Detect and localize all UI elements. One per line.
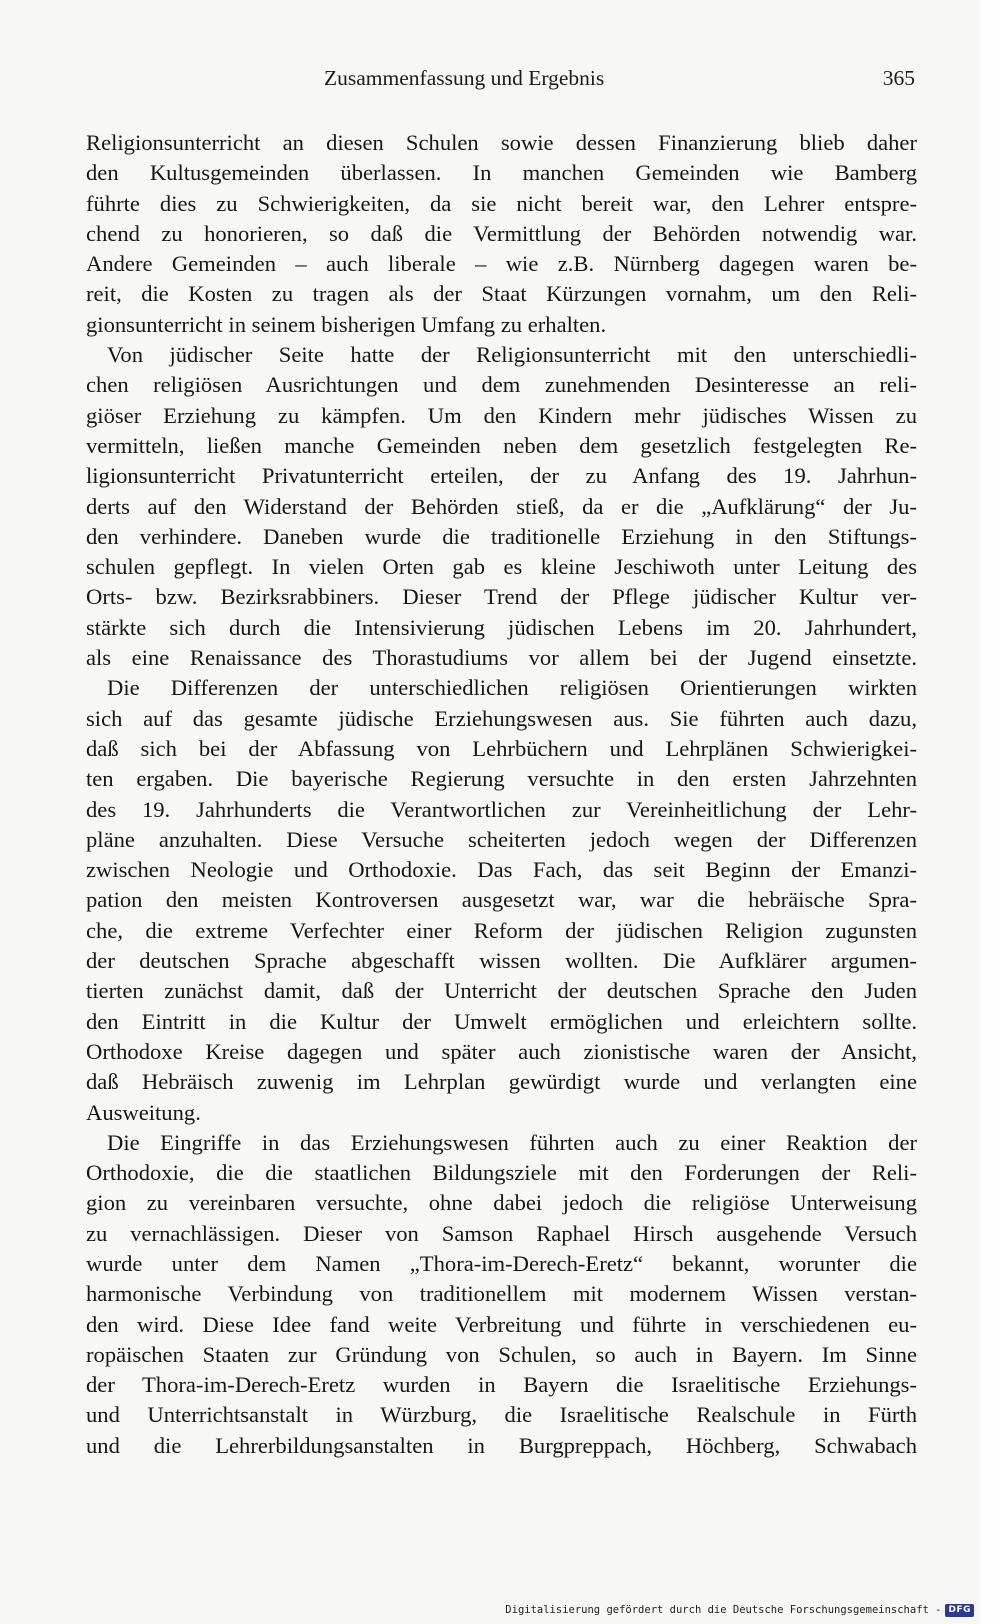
text-line: zu vernachlässigen. Dieser von Samson Raphael Hirsch ausgehende Versuch (86, 1220, 917, 1246)
text-line: den Eintritt in die Kultur der Umwelt ermöglichen und erleichtern sollte. (86, 1008, 917, 1034)
body-text (86, 128, 917, 1461)
text-line: Orthodoxe Kreise dagegen und später auch zionistische waren der Ansicht, (86, 1038, 917, 1064)
text-line: Andere Gemeinden – auch liberale – wie z.B. Nürnberg dagegen waren be- (86, 251, 917, 277)
text-line: Ausweitung. (86, 1099, 201, 1125)
digitization-footer (505, 1602, 974, 1618)
text-line: daß sich bei der Abfassung von Lehrbüchern und Lehrplänen Schwierigkei- (86, 735, 917, 761)
text-line: harmonische Verbindung von traditionellem mit modernem Wissen verstan- (86, 1281, 917, 1307)
dfg-logo: DFG (945, 1604, 974, 1617)
text-line: reit, die Kosten zu tragen als der Staat Kürzungen vornahm, um den Reli- (86, 281, 917, 307)
text-line: und Unterrichtsanstalt in Würzburg, die Israelitische Realschule in Fürth (86, 1402, 917, 1428)
text-line: daß Hebräisch zuwenig im Lehrplan gewürdigt wurde und verlangten eine (86, 1069, 917, 1095)
text-line: tierten zunächst damit, daß der Unterricht der deutschen Sprache den Juden (86, 978, 917, 1004)
text-line: den verhindere. Daneben wurde die traditionelle Erziehung in den Stiftungs- (86, 523, 917, 549)
text-line: ropäischen Staaten zur Gründung von Schulen, so auch in Bayern. Im Sinne (86, 1341, 917, 1367)
text-line: ten ergaben. Die bayerische Regierung versuchte in den ersten Jahrzehnten (86, 766, 917, 792)
text-line: pation den meisten Kontroversen ausgesetzt war, war die hebräische Spra- (86, 887, 917, 913)
text-line: che, die extreme Verfechter einer Reform der jüdischen Religion zugunsten (86, 917, 917, 943)
text-line: gion zu vereinbaren versuchte, ohne dabei jedoch die religiöse Unterweisung (86, 1190, 917, 1216)
text-line: Religionsunterricht an diesen Schulen sowie dessen Finanzierung blieb daher (86, 130, 917, 155)
text-line: schulen gepflegt. In vielen Orten gab es kleine Jeschiwoth unter Leitung des (86, 554, 917, 580)
text-line: zwischen Neologie und Orthodoxie. Das Fach, das seit Beginn der Emanzi- (86, 857, 917, 883)
text-line: derts auf den Widerstand der Behörden stieß, da er die „Aufklärung“ der Ju- (86, 493, 917, 519)
text-line: giöser Erziehung zu kämpfen. Um den Kindern mehr jüdisches Wissen zu (86, 402, 917, 428)
text-line: und die Lehrerbildungsanstalten in Burgpreppach, Höchberg, Schwabach (86, 1432, 917, 1458)
text-line: Orthodoxie, die die staatlichen Bildungsziele mit den Forderungen der Reli- (86, 1160, 917, 1186)
text-line: vermitteln, ließen manche Gemeinden neben dem gesetzlich festgelegten Re- (86, 432, 917, 458)
text-line: des 19. Jahrhunderts die Verantwortlichen zur Vereinheitlichung der Lehr- (86, 796, 917, 822)
page-edge (980, 0, 1000, 1624)
running-title: Zusammenfassung und Ergebnis (324, 66, 605, 90)
text-line: den wird. Diese Idee fand weite Verbreitung und führte in verschiedenen eu- (86, 1311, 917, 1337)
text-line: gionsunterricht in seinem bisherigen Umfang zu erhalten. (86, 311, 607, 337)
funding-notice: Digitalisierung gefördert durch die Deutsche Forschungsgemeinschaft - (505, 1604, 942, 1616)
text-line: Die Eingriffe in das Erziehungswesen führten auch zu einer Reaktion der (107, 1129, 917, 1155)
text-line: stärkte sich durch die Intensivierung jüdischen Lebens im 20. Jahrhundert, (86, 614, 917, 640)
text-line: sich auf das gesamte jüdische Erziehungswesen aus. Sie führten auch dazu, (86, 705, 917, 731)
text-line: führte dies zu Schwierigkeiten, da sie nicht bereit war, den Lehrer entspre- (86, 190, 917, 216)
text-line: chend zu honorieren, so daß die Vermittlung der Behörden notwendig war. (86, 220, 917, 246)
text-line: wurde unter dem Namen „Thora-im-Derech-Eretz“ bekannt, worunter die (86, 1250, 917, 1276)
text-line: als eine Renaissance des Thorastudiums vor allem bei der Jugend einsetzte. (86, 645, 917, 671)
text-line: chen religiösen Ausrichtungen und dem zunehmenden Desinteresse an reli- (86, 372, 917, 398)
text-line: Von jüdischer Seite hatte der Religionsunterricht mit den unterschiedli- (107, 342, 917, 368)
page-number: 365 (882, 66, 915, 90)
text-line: der Thora-im-Derech-Eretz wurden in Bayern die Israelitische Erziehungs- (86, 1372, 917, 1398)
text-line: pläne anzuhalten. Diese Versuche scheiterten jedoch wegen der Differenzen (86, 826, 917, 852)
text-line: der deutschen Sprache abgeschafft wissen wollten. Die Aufklärer argumen- (86, 948, 917, 974)
text-line: ligionsunterricht Privatunterricht erteilen, der zu Anfang des 19. Jahrhun- (86, 463, 917, 489)
text-line: Die Differenzen der unterschiedlichen religiösen Orientierungen wirkten (107, 675, 917, 701)
text-line: den Kultusgemeinden überlassen. In manchen Gemeinden wie Bamberg (86, 160, 917, 186)
page-header (86, 66, 917, 96)
text-line: Orts- bzw. Bezirksrabbiners. Dieser Trend der Pflege jüdischer Kultur ver- (86, 584, 917, 610)
